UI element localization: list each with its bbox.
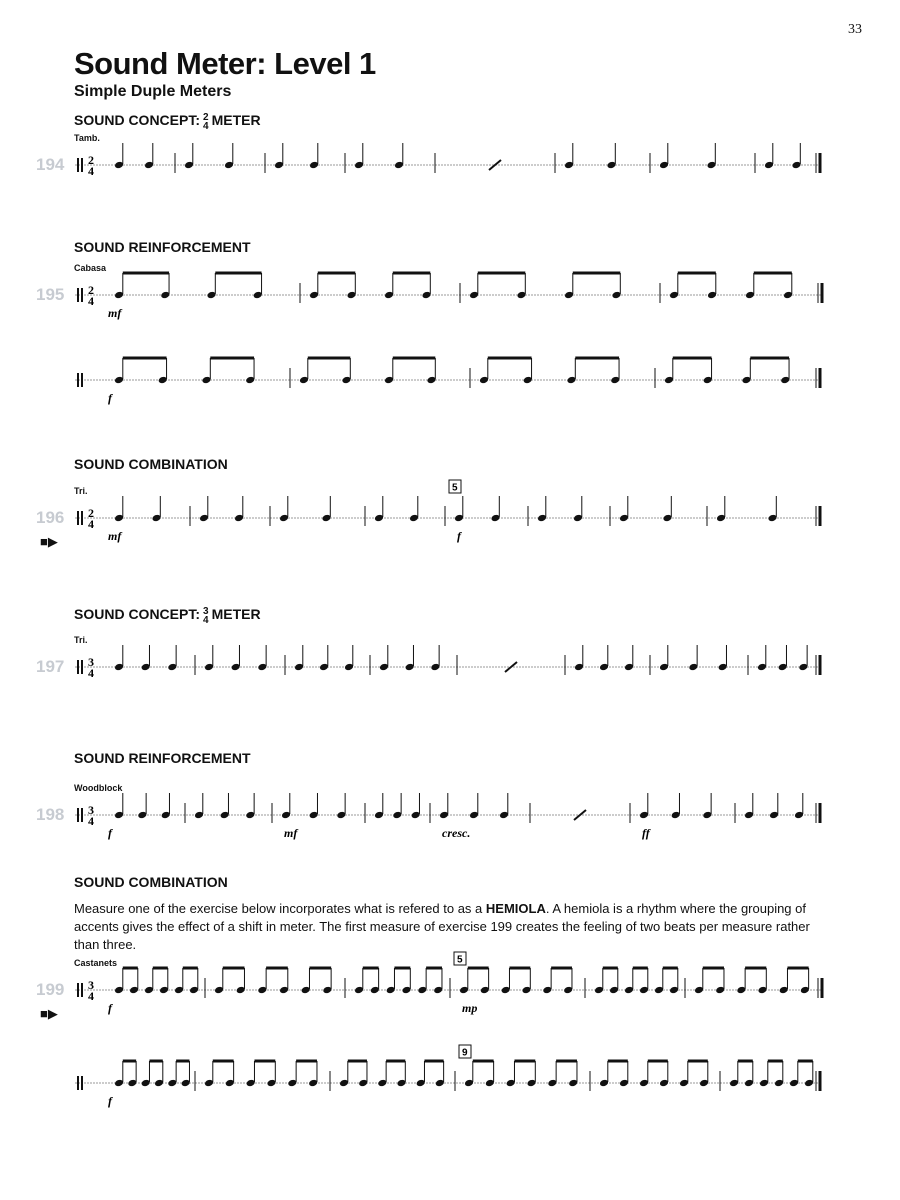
time-signature-bottom: 4 [88,814,94,828]
heading-sound-concept-24: SOUND CONCEPT: 2 4 METER [74,112,261,132]
rehearsal-mark: 5 [452,482,458,494]
measure-repeat-sign [505,662,517,672]
staff-notation [30,125,850,205]
instrument-label: Cabasa [74,263,107,273]
staff-exercise-197 [30,627,850,707]
staff-exercise-194 [30,125,850,205]
staff-notation [30,340,850,420]
staff-exercise-196 [30,478,850,558]
page-title: Sound Meter: Level 1 [74,46,376,81]
heading-sound-concept-34: SOUND CONCEPT: 3 4 METER [74,606,261,626]
staff-exercise-199b [30,1043,850,1123]
rehearsal-mark: 9 [462,1047,468,1059]
video-camera-icon[interactable]: ■▶ [40,534,58,549]
instrument-label: Woodblock [74,783,123,793]
dynamic-marking: f [108,1001,112,1015]
time-signature-top: 2 [88,283,94,297]
dynamic-marking: f [457,529,461,543]
page-subtitle: Simple Duple Meters [74,83,232,100]
time-signature: 2 4 [203,112,209,132]
dynamic-marking: mf [284,826,298,840]
exercise-number: 198 [36,805,65,824]
time-signature-top: 2 [88,153,94,167]
dynamic-marking: f [108,1094,112,1108]
dynamic-marking: f [108,391,112,405]
time-signature-bottom: 4 [88,517,94,531]
staff-notation [30,255,850,335]
dynamic-marking: mp [462,1001,478,1015]
heading-sound-combination-1: SOUND COMBINATION [74,456,228,472]
instrument-label: Castanets [74,958,118,968]
time-signature-bottom: 4 [88,164,94,178]
exercise-number: 199 [36,980,65,999]
hemiola-term: HEMIOLA [485,901,546,916]
time-signature-top: 3 [88,978,94,992]
video-camera-icon[interactable]: ■▶ [40,1006,58,1021]
instrument-label: Tamb. [74,133,100,143]
staff-notation [30,775,850,855]
staff-exercise-198 [30,775,850,855]
time-signature-bottom: 4 [88,989,94,1003]
staff-notation [30,1043,850,1123]
heading-sound-reinforcement-1: SOUND REINFORCEMENT [74,239,251,255]
staff-exercise-199a [30,950,850,1030]
measure-repeat-sign [574,810,586,820]
dynamic-marking: mf [108,306,122,320]
staff-notation [30,627,850,707]
heading-sound-reinforcement-2: SOUND REINFORCEMENT [74,750,251,766]
exercise-number: 195 [36,285,65,304]
hemiola-description: Measure one of the exercise below incorporates what is refered to as a HEMIOLA. A hemiola is a rhythm where the grouping of accents gives the effect of a shift in meter. The first measure of exercise 199 creates the feeling of two beats per measure rather than three. [74,901,810,952]
rehearsal-mark: 5 [457,954,463,966]
exercise-number: 194 [36,155,65,174]
heading-sound-combination-2: SOUND COMBINATION [74,874,228,890]
time-signature-top: 3 [88,803,94,817]
time-signature: 3 4 [203,606,209,626]
dynamic-marking: cresc. [442,826,471,840]
time-signature-bottom: 4 [88,294,94,308]
staff-exercise-195a [30,255,850,335]
dynamic-marking: f [108,826,112,840]
page-number: 33 [848,22,862,37]
time-signature-bottom: 4 [88,666,94,680]
dynamic-marking: ff [642,826,650,840]
instrument-label: Tri. [74,635,88,645]
instrument-label: Tri. [74,486,88,496]
exercise-number: 197 [36,657,65,676]
dynamic-marking: mf [108,529,122,543]
time-signature-top: 2 [88,506,94,520]
time-signature-top: 3 [88,655,94,669]
staff-notation [30,950,850,1030]
staff-exercise-195b [30,340,850,420]
exercise-number: 196 [36,508,65,527]
staff-notation [30,478,850,558]
